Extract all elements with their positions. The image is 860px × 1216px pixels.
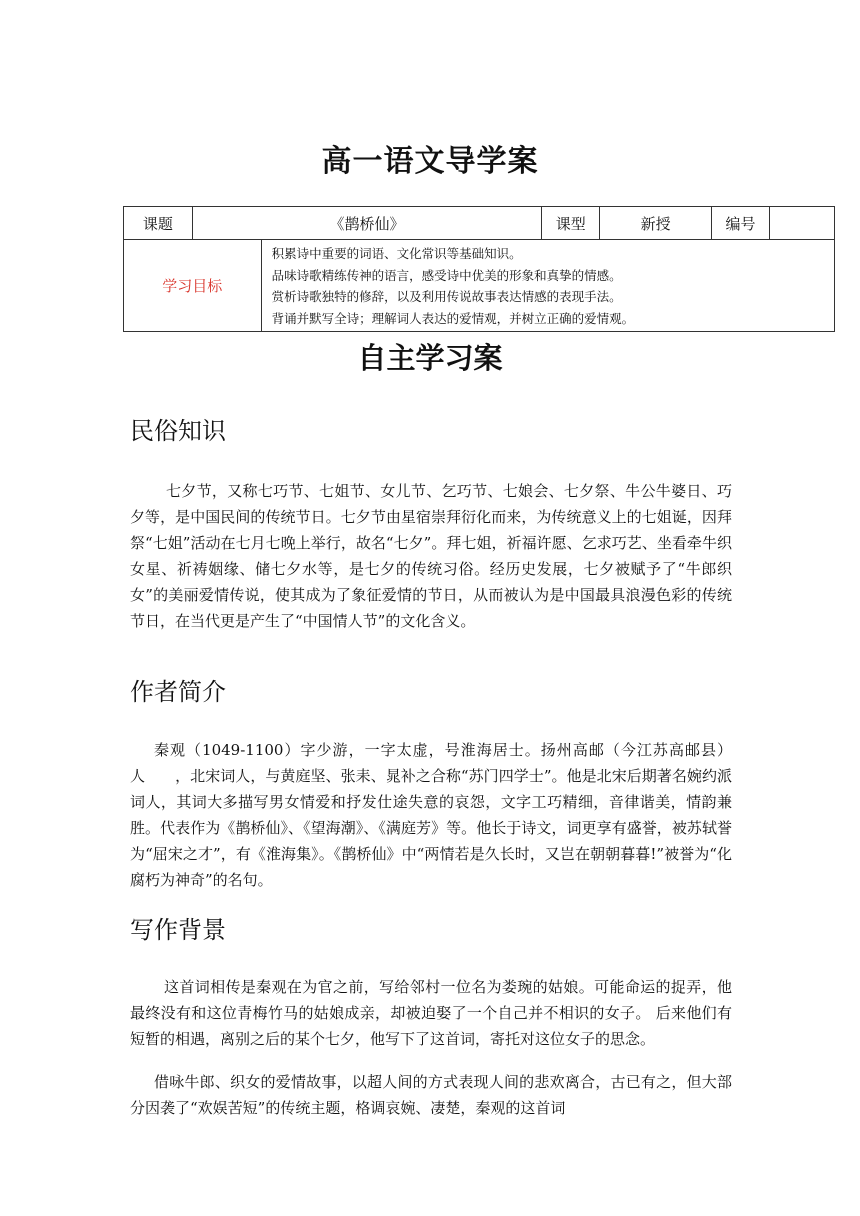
background-heading: 写作背景 <box>130 916 226 944</box>
author-paragraph: 秦观（1049-1100）字少游，一字太虚，号淮海居士。扬州高邮（今江苏高邮县）人 ，北宋词人，与黄庭坚、张耒、晁补之合称“苏门四学士”。他是北宋后期著名婉约派词人，其词大多描写男女情爱和抒发仕途失意的哀怨，文字工巧精细，音律谐美，情韵兼胜。代表作为《鹊桥仙》、《望海潮》、《满庭芳》等。他长于诗文，词更享有盛誉，被苏轼誉为“屈宋之才”，有《淮海集》。《鹊桥仙》中“两情若是久长时，又岂在朝朝暮暮!”被誉为“化腐朽为神奇”的名句。 <box>130 741 732 889</box>
background-paragraph-1: 这首词相传是秦观在为官之前，写给邻村一位名为娄琬的姑娘。可能命运的捉弄，他最终没有和这位青梅竹马的姑娘成亲，却被迫娶了一个自己并不相识的女子。 后来他们有短暂的相遇，离别之后的某个七夕，他写下了这首词，寄托对这位女子的思念。 <box>130 978 732 1048</box>
topic-value: 《鹊桥仙》 <box>192 207 541 240</box>
goals-label: 学习目标 <box>124 240 262 332</box>
goal-item: 赏析诗歌独特的修辞，以及利用传说故事表达情感的表现手法。 <box>271 289 622 304</box>
type-label: 课型 <box>542 207 600 240</box>
background-paragraph-2: 借咏牛郎、织女的爱情故事，以超人间的方式表现人间的悲欢离合，古已有之，但大部分因袭了“欢娱苦短”的传统主题，格调哀婉、凄楚，秦观的这首词 <box>130 1073 732 1117</box>
author-heading: 作者简介 <box>130 678 226 706</box>
goal-item: 品味诗歌精练传神的语言，感受诗中优美的形象和真挚的情感。 <box>271 267 622 283</box>
info-table <box>123 206 835 332</box>
goal-item: 积累诗中重要的词语、文化常识等基础知识。 <box>271 246 522 261</box>
topic-label: 课题 <box>124 207 193 240</box>
goal-item: 背诵并默写全诗；理解词人表达的爱情观，并树立正确的爱情观。 <box>271 310 635 326</box>
folk-paragraph: 七夕节，又称七巧节、七姐节、女儿节、乞巧节、七娘会、七夕祭、牛公牛婆日、巧夕等，是中国民间的传统节日。七夕节由星宿崇拜衍化而来，为传统意义上的七姐诞，因拜祭“七姐”活动在七月七晚上举行，故名“七夕”。拜七姐，祈福许愿、乞求巧艺、坐看牵牛织女星、祈祷姻缘、储七夕水等，是七夕的传统习俗。经历史发展，七夕被赋予了“牛郎织女”的美丽爱情传说，使其成为了象征爱情的节日，从而被认为是中国最具浪漫色彩的传统节日，在当代更是产生了“中国情人节”的文化含义。 <box>130 482 732 630</box>
type-value: 新授 <box>600 207 712 240</box>
folk-heading: 民俗知识 <box>130 417 226 445</box>
goals-list <box>261 240 834 332</box>
page-title: 高一语文导学案 <box>321 144 539 179</box>
section-title: 自主学习案 <box>357 341 503 375</box>
number-value <box>770 207 835 240</box>
number-label: 编号 <box>712 207 770 240</box>
